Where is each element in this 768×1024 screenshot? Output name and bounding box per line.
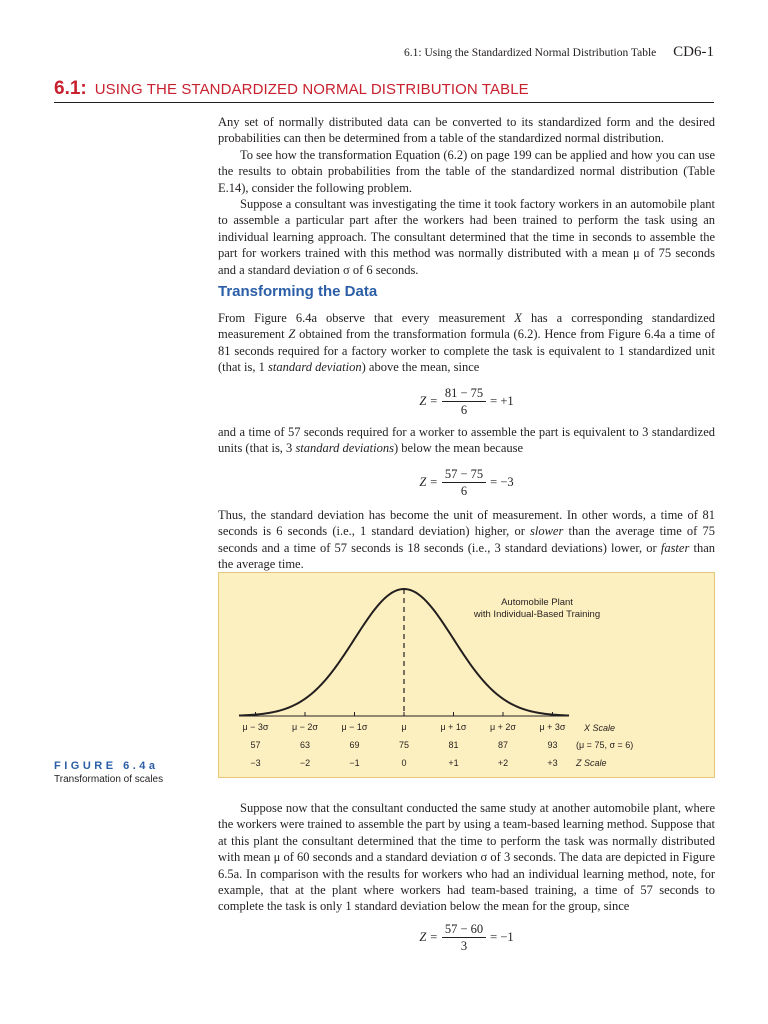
eq-lhs: Z = bbox=[419, 475, 438, 489]
text-run: has a corresponding standardized measurement bbox=[218, 311, 715, 342]
running-title: 6.1: Using the Standardized Normal Distribution Table bbox=[404, 47, 657, 59]
axis-labels bbox=[242, 722, 565, 768]
z-tick-label: 0 bbox=[401, 758, 407, 768]
eq-denominator: 3 bbox=[460, 939, 468, 953]
z-tick-label: +3 bbox=[547, 758, 558, 768]
section-title bbox=[54, 78, 714, 100]
intro-text bbox=[218, 114, 715, 278]
var-x: X bbox=[514, 311, 522, 325]
x-tick-label: 87 bbox=[497, 740, 509, 750]
text-run: From Figure 6.4a observe that every measurement bbox=[218, 311, 515, 325]
sigma-tick-label: μ + 3σ bbox=[539, 722, 566, 732]
z-tick-label: −1 bbox=[349, 758, 360, 768]
z-tick-label: −3 bbox=[250, 758, 261, 768]
figure-6-4a bbox=[218, 572, 715, 778]
intro-paragraph-3: Suppose a consultant was investigating the time it took factory workers in an automobile plant to assemble a particular part after the workers had been trained to perform the task using an individual learning approach. The consultant determined that the time in seconds to assemble the part for workers trained with this method was normally distributed with a mean μ of 75 seconds and a standard deviation σ of 6 seconds. bbox=[218, 197, 715, 277]
subheading-transforming: Transforming the Data bbox=[218, 283, 378, 300]
text-run: obtained from the transformation formula (6.2). Hence from Figure 6.4a a time of 81 seconds required for a factory worker to complete the task is equivalent to 1 standardized unit (that is, 1 bbox=[218, 327, 715, 375]
sigma-tick-label: μ bbox=[401, 722, 407, 732]
emphasis: faster bbox=[660, 540, 690, 555]
sigma-tick-label: μ + 1σ bbox=[440, 722, 467, 732]
eq-fraction bbox=[442, 467, 486, 498]
x-tick-label: 63 bbox=[299, 740, 311, 750]
figure-caption-text: Transformation of scales bbox=[54, 774, 164, 785]
params-label: (μ = 75, σ = 6) bbox=[576, 740, 634, 750]
eq-numerator: 57 − 75 bbox=[442, 467, 486, 483]
z-tick-label: +2 bbox=[497, 758, 509, 768]
section-number: 6.1: bbox=[54, 78, 87, 99]
var-z: Z bbox=[288, 327, 296, 342]
x-tick-label: 69 bbox=[349, 740, 360, 750]
x-tick-label: 81 bbox=[448, 740, 459, 750]
page-number: CD6-1 bbox=[673, 44, 714, 60]
eq-rhs: = +1 bbox=[490, 394, 514, 408]
figure-caption-label: FIGURE 6.4a bbox=[54, 760, 159, 772]
eq-rhs: = −3 bbox=[490, 475, 514, 489]
normal-curve-chart bbox=[219, 573, 716, 779]
text-run: Thus, the standard deviation has become the unit of measurement. In other words, a time of 81 seconds is 6 seconds (i.e., 1 standard deviation) higher, or bbox=[218, 508, 715, 539]
eq-lhs: Z = bbox=[419, 394, 438, 408]
eq-fraction bbox=[442, 386, 486, 417]
text-run: ) below the mean because bbox=[393, 441, 524, 456]
intro-paragraph-2: To see how the transformation Equation (6.2) on page 199 can be applied and how you can use the results to obtain probabilities from the table of the standardized normal distribution (Table E.14), consider the following problem. bbox=[218, 147, 715, 195]
eq-fraction bbox=[442, 922, 486, 953]
text-run: and a time of 57 seconds required for a worker to assemble the part is equivalent to 3 standardized units (that is, 3 bbox=[218, 425, 715, 456]
emphasis: standard deviations bbox=[295, 441, 394, 456]
transform-paragraph-3 bbox=[218, 507, 715, 573]
figure-caption bbox=[54, 760, 163, 785]
eq-denominator: 6 bbox=[460, 403, 468, 417]
eq-numerator: 57 − 60 bbox=[442, 922, 486, 938]
axis-ticks bbox=[256, 712, 553, 716]
sigma-tick-label: μ − 2σ bbox=[291, 722, 319, 732]
equation-3 bbox=[218, 922, 715, 953]
section-heading: USING THE STANDARDIZED NORMAL DISTRIBUTION TABLE bbox=[94, 81, 529, 98]
eq-lhs: Z = bbox=[419, 930, 438, 944]
title-rule bbox=[54, 102, 714, 103]
chart-annotation-line-2: with Individual-Based Training bbox=[473, 609, 601, 620]
equation-2 bbox=[218, 467, 715, 498]
x-tick-label: 93 bbox=[547, 740, 558, 750]
eq-rhs: = −1 bbox=[490, 930, 514, 944]
x-scale-label: X Scale bbox=[584, 723, 616, 733]
z-scale-label: Z Scale bbox=[576, 758, 607, 768]
transform-paragraph-1 bbox=[218, 310, 715, 376]
text-run: than the average time of 75 seconds and a time of 57 seconds is 18 seconds (i.e., 3 standard deviations) lower, or bbox=[218, 524, 715, 555]
z-tick-label: −2 bbox=[299, 758, 311, 768]
sigma-tick-label: μ − 3σ bbox=[242, 722, 269, 732]
x-tick-label: 75 bbox=[398, 740, 410, 750]
emphasis: standard deviation bbox=[268, 360, 362, 375]
eq-denominator: 6 bbox=[460, 484, 468, 498]
closing-text bbox=[218, 800, 715, 915]
transform-paragraph-2 bbox=[218, 424, 715, 457]
chart-annotation-line-1: Automobile Plant bbox=[501, 597, 573, 608]
equation-1 bbox=[218, 386, 715, 417]
x-tick-label: 57 bbox=[250, 740, 261, 750]
sigma-tick-label: μ + 2σ bbox=[489, 722, 517, 732]
text-run: than the average time. bbox=[218, 540, 715, 572]
text-run: ) above the mean, since bbox=[361, 360, 480, 375]
intro-paragraph-1: Any set of normally distributed data can be converted to its standardized form and the desired probabilities can then be determined from a table of the standardized normal distribution. bbox=[218, 115, 715, 146]
closing-paragraph: Suppose now that the consultant conducted the same study at another automobile plant, where the workers were trained to assemble the part by using a team-based learning method. Suppose that at this plant the consultant determined that the time to perform the task was normally distributed with mean μ of 60 seconds and a standard deviation σ of 3 seconds. The data are depicted in Figure 6.5a. In comparison with the results for workers who had an individual learning method, note, for example, that at the plant where workers had team-based training, a time of 57 seconds to complete the task is only 1 standard deviation below the mean for the group, since bbox=[218, 801, 715, 914]
z-tick-label: +1 bbox=[448, 758, 459, 768]
sigma-tick-label: μ − 1σ bbox=[341, 722, 368, 732]
emphasis: slower bbox=[530, 524, 564, 539]
eq-numerator: 81 − 75 bbox=[442, 386, 486, 402]
running-head bbox=[200, 44, 714, 61]
